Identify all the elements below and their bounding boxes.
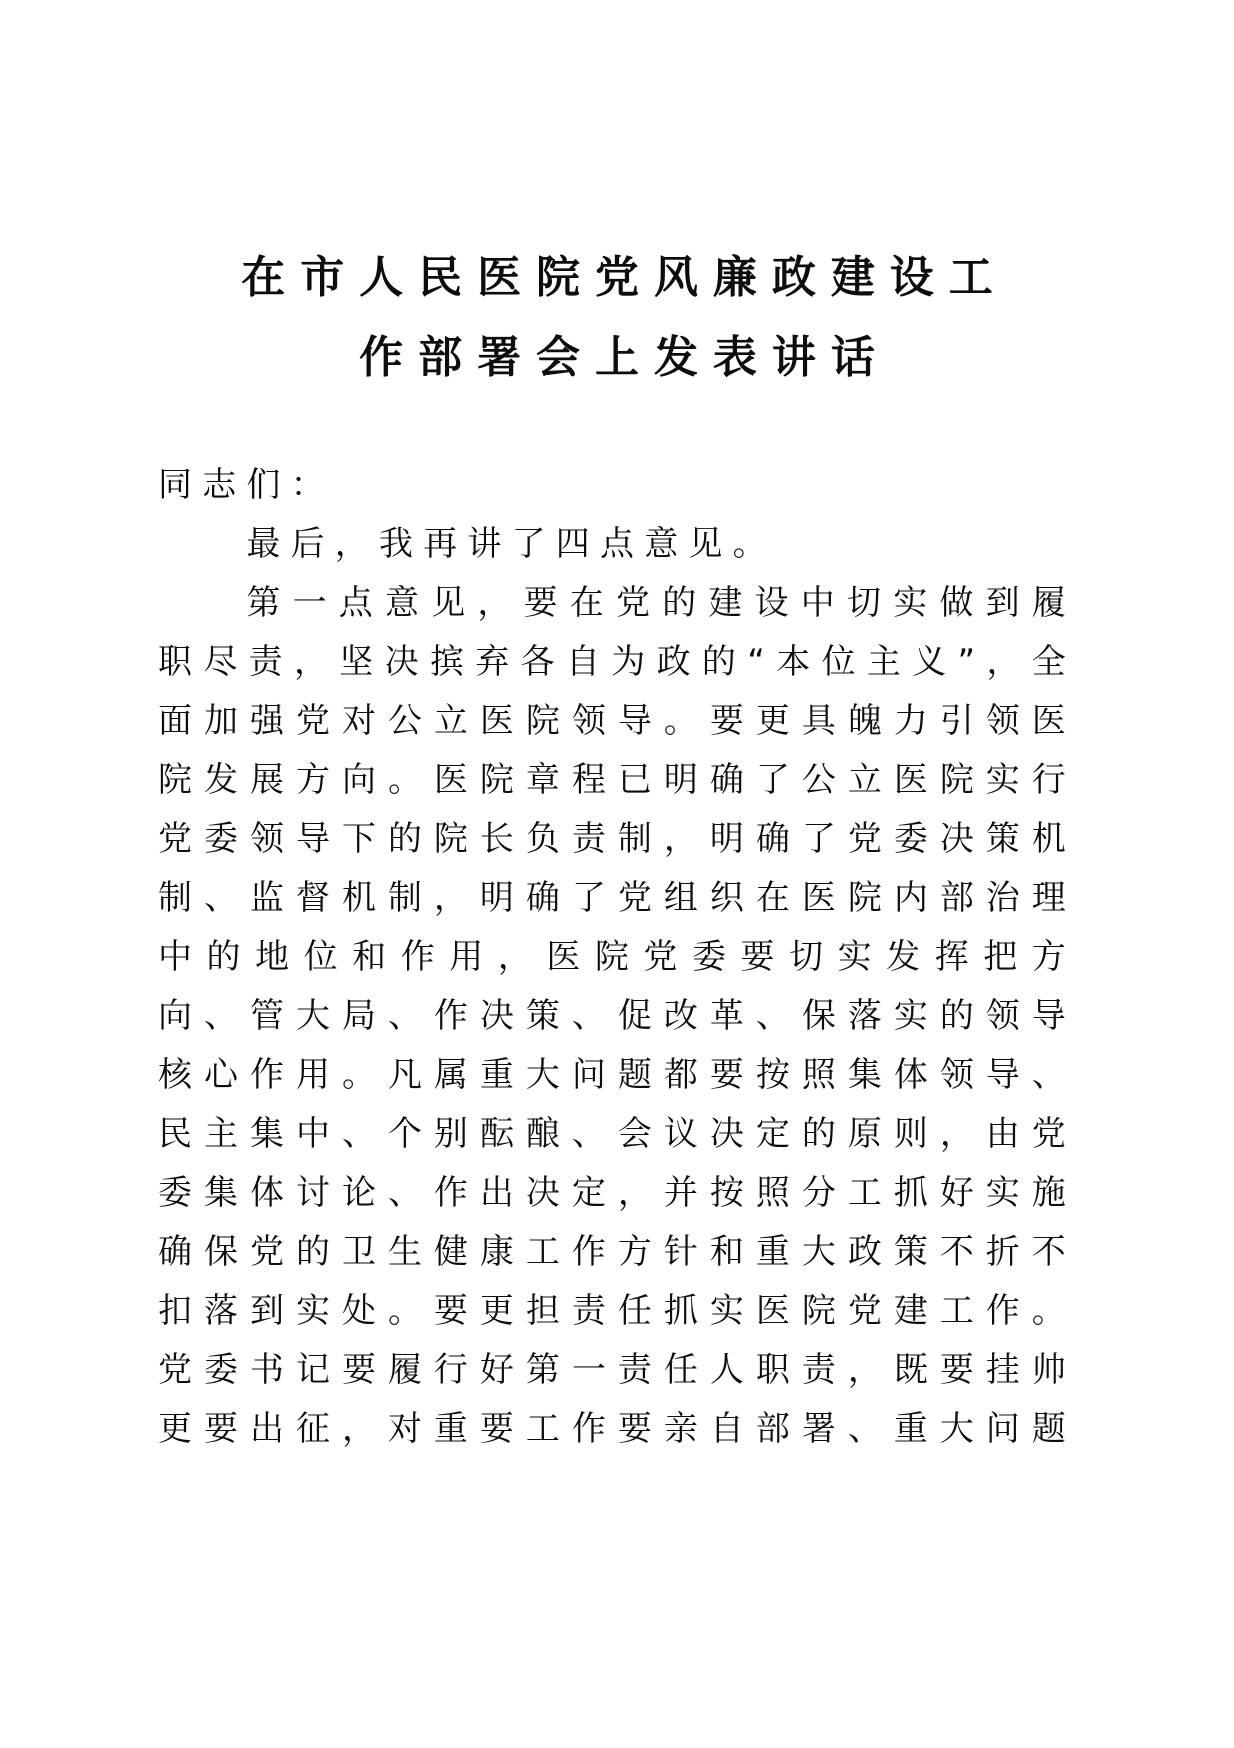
body-paragraph: 第一点意见，要在党的建设中切实做到履职尽责，坚决摈弃各自为政的“本位主义”，全面加强党对公立医院领导。要更具魄力引领医院发展方向。医院章程已明确了公立医院实行党委领导下的院长负责制，明确了党委决策机制、监督机制，明确了党组织在医院内部治理中的地位和作用，医院党委要切实发挥把方向、管大局、作决策、促改革、保落实的领导核心作用。凡属重大问题都要按照集体领导、民主集中、个别酝酿、会议决定的原则，由党委集体讨论、作出决定，并按照分工抓好实施确保党的卫生健康工作方针和重大政策不折不扣落到实处。要更担责任抓实医院党建工作。党委书记要履行好第一责任人职责，既要挂帅更要出征，对重要工作要亲自部署、重大问题 (158, 583, 1076, 1449)
title-line-2: 作部署会上发表讲话 (359, 332, 890, 383)
salutation-paragraph: 同志们： (158, 465, 335, 505)
title-line-1: 在市人民医院党风廉政建设工 (241, 252, 1008, 303)
document-title (158, 238, 1076, 398)
document-body (158, 456, 1076, 1459)
intro-paragraph: 最后，我再讲了四点意见。 (246, 524, 777, 564)
